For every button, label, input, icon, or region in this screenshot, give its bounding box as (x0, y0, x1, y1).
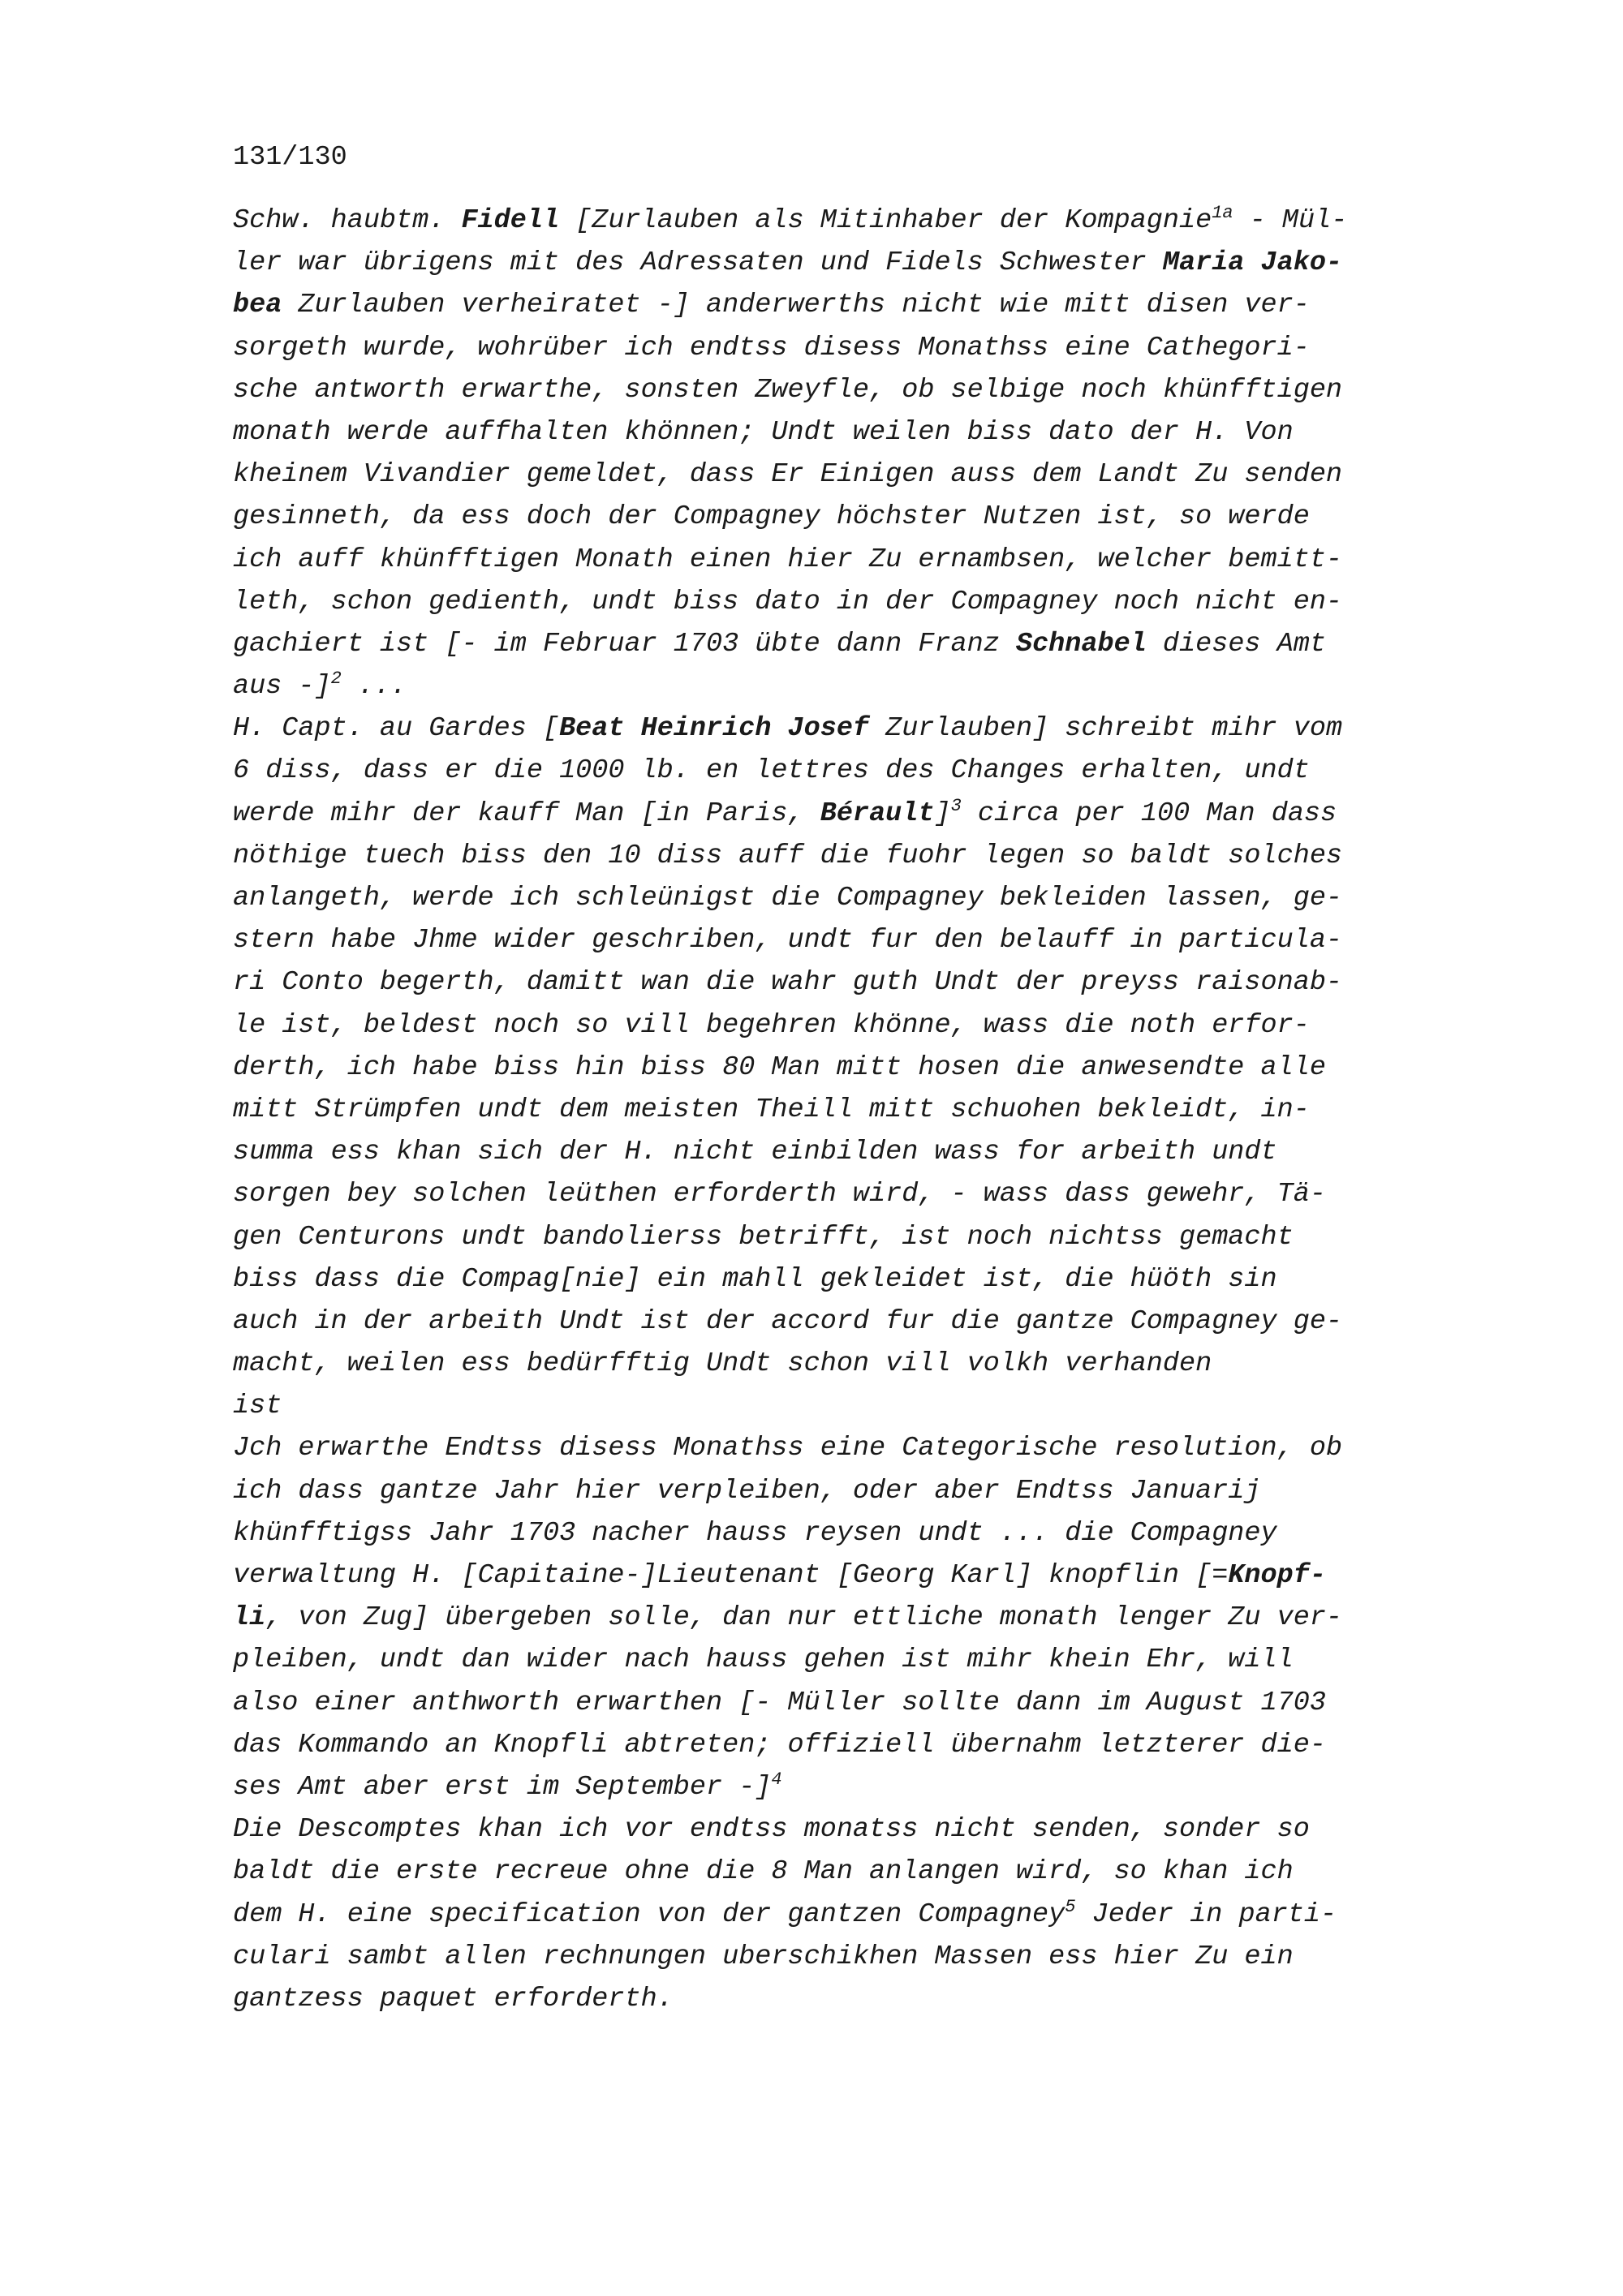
text-line (233, 1808, 1483, 1851)
text-run: , von Zug] übergeben solle, dan nur ettliche monath lenger Zu ver- (265, 1602, 1343, 1634)
text-line (233, 1724, 1483, 1766)
text-run: Die Descomptes khan ich vor endtss monatss nicht senden, sonder so (233, 1814, 1310, 1846)
text-run: khünfftigss Jahr 1703 nacher hauss reysen undt ... die Compagney (233, 1517, 1277, 1549)
text-line (233, 707, 1483, 750)
text-run: stern habe Jhme wider geschriben, undt fur den belauff in particula- (233, 925, 1343, 957)
text-run: werde mihr der kauff Man [in Paris, (233, 798, 820, 829)
name-emphasis: Knopf- (1228, 1560, 1326, 1591)
text-run: verwaltung H. [Capitaine-]Lieutenant [Georg Karl] knopflin [= (233, 1560, 1229, 1591)
text-line (233, 200, 1483, 242)
name-emphasis: bea (233, 290, 282, 321)
text-line (233, 1936, 1483, 1978)
text-line (233, 1470, 1483, 1512)
text-run: kheinem Vivandier gemeldet, dass Er Einigen auss dem Landt Zu senden (233, 459, 1343, 491)
text-line (233, 454, 1483, 496)
text-line (233, 1554, 1483, 1597)
text-line (233, 1385, 1483, 1427)
text-line (233, 1258, 1483, 1301)
footnote-marker: 2 (330, 669, 342, 690)
text-run: biss dass die Compag[nie] ein mahll gekleidet ist, die hüöth sin (233, 1263, 1277, 1295)
text-run: ri Conto begerth, damitt wan die wahr guth Undt der preyss raisonab- (233, 967, 1343, 999)
text-line (233, 919, 1483, 961)
text-run: nöthige tuech biss den 10 diss auff die fuohr legen so baldt solches (233, 840, 1343, 871)
text-line (233, 877, 1483, 919)
text-run: circa per 100 Man dass (961, 798, 1337, 829)
footnote-marker: 1a (1212, 203, 1233, 223)
text-line (233, 793, 1483, 835)
text-run: ... (341, 671, 407, 703)
text-line (233, 1766, 1483, 1808)
text-run: ist (233, 1391, 282, 1422)
text-run: pleiben, undt dan wider nach hauss gehen ist mihr khein Ehr, will (233, 1645, 1294, 1676)
text-run: ler war übrigens mit des Adressaten und Fidels Schwester (233, 247, 1163, 279)
text-run: derth, ich habe biss hin biss 80 Man mitt hosen die anwesendte alle (233, 1051, 1326, 1083)
text-line (233, 284, 1483, 326)
text-run: aus -] (233, 671, 331, 703)
text-run: Zurlauben verheiratet -] anderwerths nicht wie mitt disen ver- (282, 290, 1310, 321)
name-emphasis: Beat Heinrich Josef (559, 713, 870, 745)
text-line (233, 1131, 1483, 1173)
text-line (233, 1216, 1483, 1258)
text-line (233, 1682, 1483, 1724)
text-line (233, 1427, 1483, 1469)
text-line (233, 1047, 1483, 1089)
text-run: ich dass gantze Jahr hier verpleiben, oder aber Endtss Januarij (233, 1475, 1261, 1507)
footnote-marker: 5 (1065, 1896, 1076, 1917)
text-line (233, 1597, 1483, 1639)
text-run: dem H. eine specification von der gantzen Compagney (233, 1898, 1065, 1930)
text-line (233, 835, 1483, 877)
text-line (233, 242, 1483, 284)
name-emphasis: li (233, 1602, 266, 1634)
text-run: H. Capt. au Gardes [ (233, 713, 560, 745)
text-run: ich auff khünfftigen Monath einen hier Zu ernambsen, welcher bemitt- (233, 544, 1343, 575)
text-run: 6 diss, dass er die 1000 lb. en lettres des Changes erhalten, undt (233, 755, 1310, 787)
text-run: sorgeth wurde, wohrüber ich endtss disess Monathss eine Cathegori- (233, 332, 1310, 363)
text-line (233, 411, 1483, 454)
text-run: dieses Amt (1146, 628, 1326, 660)
text-run: gantzess paquet erforderth. (233, 1983, 674, 2014)
text-line (233, 539, 1483, 581)
text-line (233, 1978, 1483, 2020)
text-run: - Mül- (1233, 205, 1348, 236)
text-run: gen Centurons undt bandolierss betrifft, ist noch nichtss gemacht (233, 1221, 1294, 1253)
text-run: auch in der arbeith Undt ist der accord fur die gantze Compagney ge- (233, 1305, 1343, 1337)
text-line (233, 1173, 1483, 1215)
text-run: Schw. haubtm. (233, 205, 462, 236)
page-number: 131/130 (233, 142, 347, 173)
text-run: monath werde auffhalten khönnen; Undt weilen biss dato der H. Von (233, 416, 1294, 448)
text-line (233, 369, 1483, 411)
footnote-marker: 4 (771, 1769, 782, 1790)
text-run: sorgen bey solchen leüthen erforderth wird, - wass dass gewehr, Tä- (233, 1179, 1326, 1210)
text-run: summa ess khan sich der H. nicht einbilden wass for arbeith undt (233, 1137, 1277, 1168)
footnote-marker: 3 (950, 795, 962, 816)
text-line (233, 750, 1483, 792)
text-line (233, 1004, 1483, 1047)
text-run: [Zurlauben als Mitinhaber der Kompagnie (559, 205, 1212, 236)
text-line (233, 623, 1483, 665)
text-run: mitt Strümpfen undt dem meisten Theill mitt schuohen bekleidt, in- (233, 1094, 1310, 1125)
text-line (233, 665, 1483, 707)
text-run: Zurlauben] schreibt mihr vom (869, 713, 1343, 745)
text-run: ses Amt aber erst im September -] (233, 1771, 772, 1803)
text-line (233, 1851, 1483, 1893)
text-run: gachiert ist [- im Februar 1703 übte dann Franz (233, 628, 1016, 660)
text-line (233, 1639, 1483, 1681)
name-emphasis: Schnabel (1015, 628, 1147, 660)
text-line (233, 581, 1483, 623)
text-line (233, 496, 1483, 538)
text-run: das Kommando an Knopfli abtreten; offiziell übernahm letzterer die- (233, 1729, 1326, 1761)
text-run: Jch erwarthe Endtss disess Monathss eine Categorische resolution, ob (233, 1433, 1343, 1464)
text-run: culari sambt allen rechnungen uberschikhen Massen ess hier Zu ein (233, 1941, 1294, 1972)
text-run: anlangeth, werde ich schleünigst die Compagney bekleiden lassen, ge- (233, 883, 1343, 914)
text-run: ] (934, 798, 951, 829)
text-run: also einer anthworth erwarthen [- Müller sollte dann im August 1703 (233, 1687, 1326, 1718)
name-emphasis: Fidell (461, 205, 560, 236)
text-line (233, 1089, 1483, 1131)
name-emphasis: Maria Jako- (1162, 247, 1343, 279)
transcription-body (233, 200, 1483, 2020)
text-run: Jeder in parti- (1075, 1898, 1337, 1930)
text-line (233, 961, 1483, 1004)
text-run: gesinneth, da ess doch der Compagney höchster Nutzen ist, so werde (233, 501, 1310, 533)
text-line (233, 1512, 1483, 1554)
text-run: macht, weilen ess bedürfftig Undt schon vill volkh verhanden (233, 1348, 1212, 1380)
text-line (233, 1301, 1483, 1343)
text-run: sche antworth erwarthe, sonsten Zweyfle, ob selbige noch khünfftigen (233, 374, 1343, 406)
text-run: le ist, beldest noch so vill begehren khönne, wass die noth erfor- (233, 1009, 1310, 1041)
text-line (233, 1343, 1483, 1385)
text-line (233, 327, 1483, 369)
text-run: baldt die erste recreue ohne die 8 Man anlangen wird, so khan ich (233, 1856, 1294, 1888)
text-line (233, 1894, 1483, 1936)
text-run: leth, schon gedienth, undt biss dato in der Compagney noch nicht en- (233, 586, 1343, 617)
name-emphasis: Bérault (820, 798, 935, 829)
